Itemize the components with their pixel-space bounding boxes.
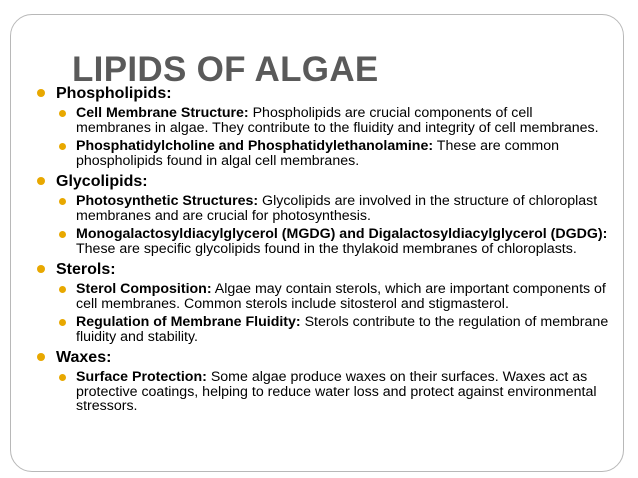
item-lead: Photosynthetic Structures:: [76, 193, 259, 209]
item-lead: Sterol Composition:: [76, 281, 212, 297]
bullet-icon: [59, 319, 66, 326]
list-item: [34, 282, 609, 311]
list-item: [34, 194, 609, 223]
section-glycolipids: [34, 172, 609, 256]
item-text: Glycolipids are involved in the structure of chloroplast membranes and are crucial for photosynthesis.: [76, 193, 598, 224]
bullet-icon: [59, 198, 66, 205]
item-text: These are specific glycolipids found in the thylakoid membranes of chloroplasts.: [76, 240, 577, 257]
list-item: [34, 315, 609, 344]
item-text: Some algae produce waxes on their surfaces. Waxes act as protective coatings, helping to reduce water loss and protect against environmental stressors.: [76, 369, 597, 414]
list-item: [34, 139, 609, 168]
section-heading-text: Sterols:: [56, 261, 116, 278]
item-text: These are common phospholipids found in algal cell membranes.: [76, 138, 560, 169]
list-item: [34, 227, 609, 256]
list-item: [34, 370, 609, 414]
bullet-icon: [59, 231, 66, 238]
item-lead: Cell Membrane Structure:: [76, 105, 249, 121]
bullet-icon: [37, 89, 45, 97]
item-text: Phospholipids are crucial components of cell membranes in algae. They contribute to the fluidity and integrity of cell membranes.: [76, 105, 599, 136]
item-text: Sterols contribute to the regulation of membrane fluidity and stability.: [76, 314, 609, 345]
section-heading-text: Waxes:: [56, 349, 112, 366]
item-text: Algae may contain sterols, which are important components of cell membranes. Common sterols include sitosterol and stigmasterol.: [76, 281, 606, 312]
section-heading-text: Phospholipids:: [56, 85, 172, 102]
slide-content: [34, 84, 609, 418]
bullet-icon: [59, 143, 66, 150]
bullet-icon: [37, 177, 45, 185]
list-item: [34, 106, 609, 135]
section-heading-text: Glycolipids:: [56, 173, 148, 190]
section-heading: [34, 260, 609, 279]
section-phospholipids: [34, 84, 609, 168]
section-heading: [34, 84, 609, 103]
bullet-icon: [59, 286, 66, 293]
section-sterols: [34, 260, 609, 344]
section-waxes: [34, 348, 609, 414]
bullet-icon: [37, 265, 45, 273]
section-heading: [34, 348, 609, 367]
item-lead: Surface Protection:: [76, 369, 207, 385]
section-heading: [34, 172, 609, 191]
item-lead: Phosphatidylcholine and Phosphatidylethanolamine:: [76, 138, 434, 154]
slide-title: LIPIDS OF ALGAE: [72, 50, 379, 89]
bullet-icon: [59, 110, 66, 117]
item-lead: Regulation of Membrane Fluidity:: [76, 314, 301, 330]
bullet-icon: [59, 374, 66, 381]
bullet-icon: [37, 353, 45, 361]
item-lead: Monogalactosyldiacylglycerol (MGDG) and Digalactosyldiacylglycerol (DGDG):: [76, 226, 608, 242]
